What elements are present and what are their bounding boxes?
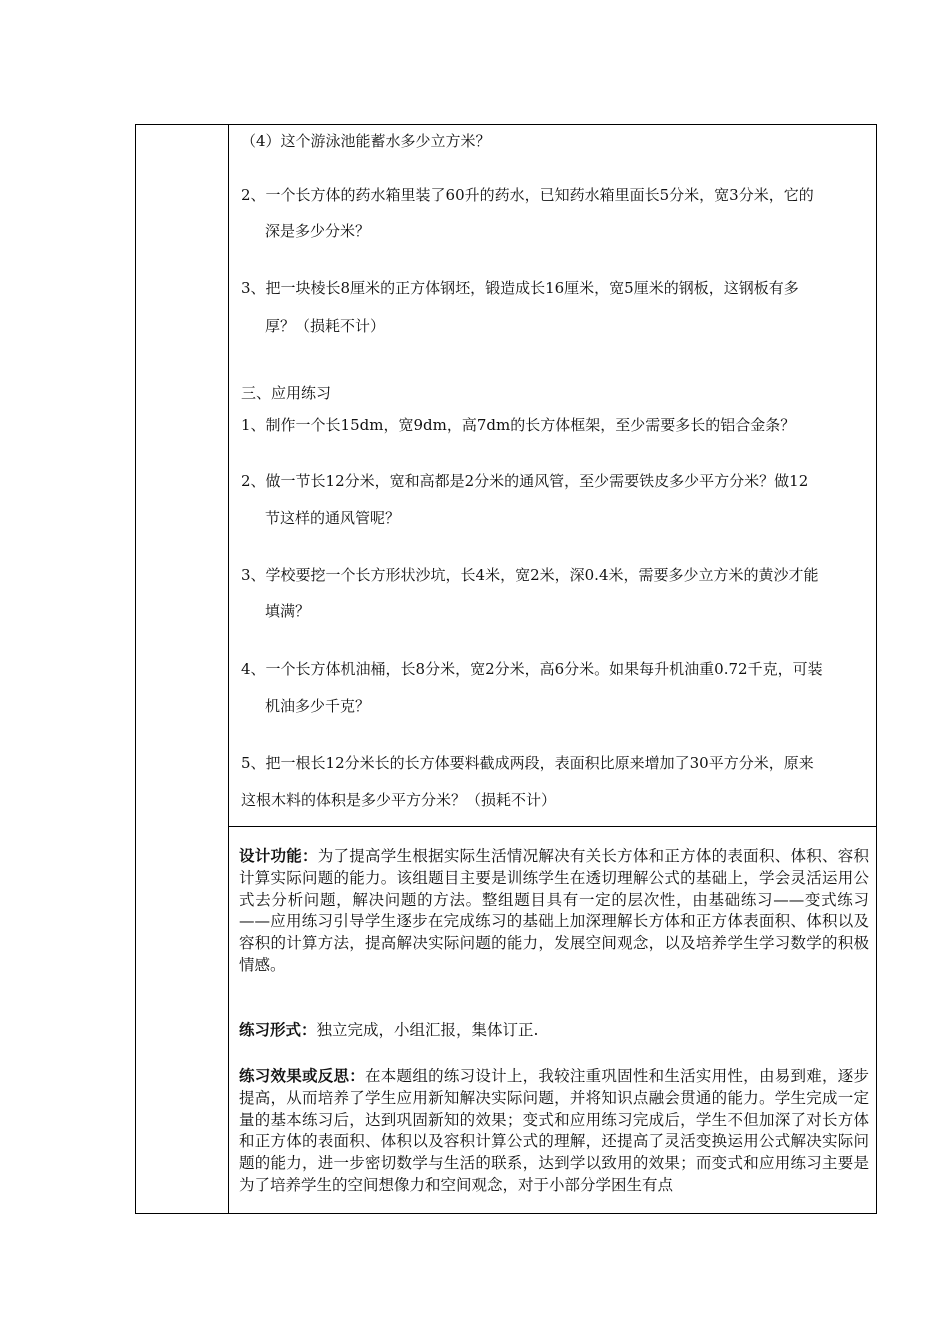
exercise-line: 这根木料的体积是多少平方分米？（损耗不计） bbox=[241, 791, 557, 809]
section-heading: 三、应用练习 bbox=[241, 384, 332, 402]
reflection-paragraph bbox=[239, 1065, 869, 1197]
exercise-line: 5、把一根长12分米长的长方体要料截成两段，表面积比原来增加了30平方分米，原来 bbox=[241, 754, 814, 772]
exercise-line: 节这样的通风管呢？ bbox=[265, 509, 401, 527]
exercise-cell bbox=[229, 125, 876, 827]
reflection-text: 在本题组的练习设计上，我较注重巩固性和生活实用性，由易到难，逐步提高，从而培养了学生应用新知解决实际问题，并将知识点融会贯通的能力。学生完成一定量的基本练习后，达到巩固新知的效果；变式和应用练习完成后，学生不但加深了对长方体和正方体的表面积、体积以及容积计算公式的理解，还提高了灵活变换运用公式解决实际问题的能力，进一步密切数学与生活的联系，达到学以致用的效果；而变式和应用练习主要是为了培养学生的空间想像力和空间观念，对于小部分学困生有点 bbox=[239, 1067, 869, 1194]
exercise-line: 填满？ bbox=[265, 602, 311, 620]
practice-form-label: 练习形式： bbox=[239, 1020, 317, 1039]
design-notes-cell bbox=[229, 827, 876, 1213]
exercise-line: 厚？（损耗不计） bbox=[265, 317, 386, 335]
table-left-column bbox=[136, 125, 229, 1213]
reflection-label: 练习效果或反思： bbox=[239, 1066, 366, 1085]
design-function-text: 为了提高学生根据实际生活情况解决有关长方体和正方体的表面积、体积、容积计算实际问题的能力。该组题目主要是训练学生在透切理解公式的基础上，学会灵活运用公式去分析问题，解决问题的方法。整组题目具有一定的层次性，由基础练习——变式练习——应用练习引导学生逐步在完成练习的基础上加深理解长方体和正方体表面积、体积以及容积的计算方法，提高解决实际问题的能力，发展空间观念，以及培养学生学习数学的积极情感。 bbox=[239, 847, 869, 974]
exercise-line: 3、学校要挖一个长方形状沙坑，长4米，宽2米，深0.4米，需要多少立方米的黄沙才能 bbox=[241, 566, 819, 584]
lesson-table bbox=[135, 124, 877, 1214]
exercise-line: 3、把一块棱长8厘米的正方体钢坯，锻造成长16厘米，宽5厘米的钢板，这钢板有多 bbox=[241, 279, 799, 297]
design-function-label: 设计功能： bbox=[239, 846, 318, 865]
exercise-line: 2、做一节长12分米，宽和高都是2分米的通风管，至少需要铁皮多少平方分米？做12 bbox=[241, 472, 809, 490]
exercise-line: 机油多少千克？ bbox=[265, 697, 371, 715]
practice-form-paragraph bbox=[239, 1019, 869, 1042]
exercise-line: 4、一个长方体机油桶，长8分米，宽2分米，高6分米。如果每升机油重0.72千克，可装 bbox=[241, 660, 823, 678]
practice-form-text: 独立完成，小组汇报，集体订正. bbox=[316, 1021, 539, 1039]
design-function-paragraph bbox=[239, 845, 869, 977]
exercise-line: （4）这个游泳池能蓄水多少立方米？ bbox=[241, 132, 491, 150]
exercise-line: 1、制作一个长15dm，宽9dm，高7dm的长方体框架，至少需要多长的铝合金条？ bbox=[241, 416, 796, 434]
exercise-line: 深是多少分米？ bbox=[265, 222, 371, 240]
exercise-line: 2、一个长方体的药水箱里装了60升的药水，已知药水箱里面长5分米，宽3分米，它的 bbox=[241, 186, 814, 204]
